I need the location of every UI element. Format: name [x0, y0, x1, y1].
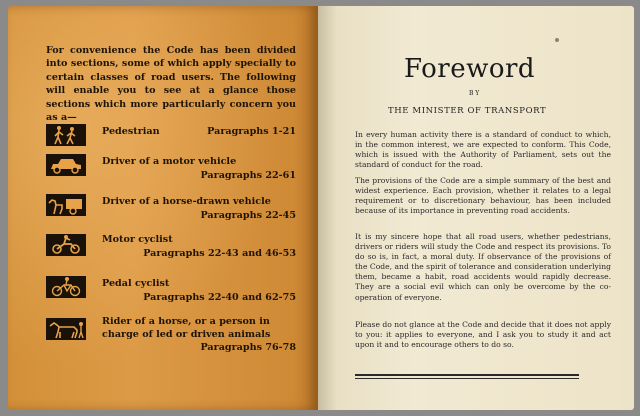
bottom-rule-thin: [355, 378, 579, 379]
section-name: Driver of a horse-drawn vehicle: [102, 196, 271, 207]
intro-text: For convenience the Code has been divided into sections, some of which apply specially to certain classes of road users. The following will enable you to see at a glance those sections which more particularly concern you as a—: [46, 45, 296, 124]
author-line: THE MINISTER OF TRANSPORT: [388, 106, 547, 116]
motor-car-icon: [46, 154, 86, 176]
section-pedal-cyclist: [46, 276, 296, 306]
section-name: Pedestrian: [102, 126, 160, 137]
motorcycle-icon: [46, 234, 86, 256]
section-paragraphs: Paragraphs 22-45: [200, 210, 296, 221]
section-paragraphs: Paragraphs 22-61: [200, 170, 296, 181]
section-paragraphs: Paragraphs 22-43 and 46-53: [143, 248, 296, 259]
section-horse-rider: [46, 318, 296, 360]
page-title: Foreword: [404, 54, 536, 84]
horse-drawn-cart-icon: [46, 194, 86, 216]
section-motor-cyclist: [46, 234, 296, 264]
foreword-paragraph: It is my sincere hope that all road users, whether pedestrians, drivers or riders will study the Code and respect its provisions. To do so is, in fact, a moral duty. If observance of the provisions of the Code, and the spirit of tolerance and consideration underlying them, became a habit, road accidents would rapidly decrease. They are a social evil which can only be overcome by the co-operation of everyone.: [355, 232, 611, 302]
section-motor-vehicle: [46, 154, 296, 184]
foreword-paragraph: Please do not glance at the Code and decide that it does not apply to you: it applies to everyone, and I ask you to study it and act upon it and to encourage others to do so.: [355, 320, 611, 350]
section-name: Driver of a motor vehicle: [102, 156, 237, 167]
section-name: Pedal cyclist: [102, 278, 170, 289]
section-paragraphs: Paragraphs 1-21: [207, 126, 296, 137]
section-horse-drawn-vehicle: [46, 194, 296, 224]
foreword-paragraph: The provisions of the Code are a simple summary of the best and widest experience. Each provision, whether it relates to a legal requirement or to discretionary behaviour, has been included because of its importance in preventing road accidents.: [355, 176, 611, 216]
section-paragraphs: Paragraphs 76-78: [200, 342, 296, 353]
bottom-rule: [355, 374, 579, 376]
foreword-paragraph: In every human activity there is a standard of conduct to which, in the common interest, we are expected to conform. This Code, which is issued with the Authority of Parliament, sets out the standard of conduct for the road.: [355, 130, 611, 170]
pedestrians-icon: [46, 124, 86, 146]
by-label: BY: [469, 90, 482, 97]
section-pedestrian: [46, 124, 296, 148]
section-paragraphs: Paragraphs 22-40 and 62-75: [143, 292, 296, 303]
punch-hole: [555, 38, 559, 42]
section-name: Motor cyclist: [102, 234, 173, 245]
bicycle-icon: [46, 276, 86, 298]
section-name: Rider of a horse, or a person in charge of led or driven animals: [102, 316, 271, 340]
horse-rider-icon: [46, 318, 86, 340]
